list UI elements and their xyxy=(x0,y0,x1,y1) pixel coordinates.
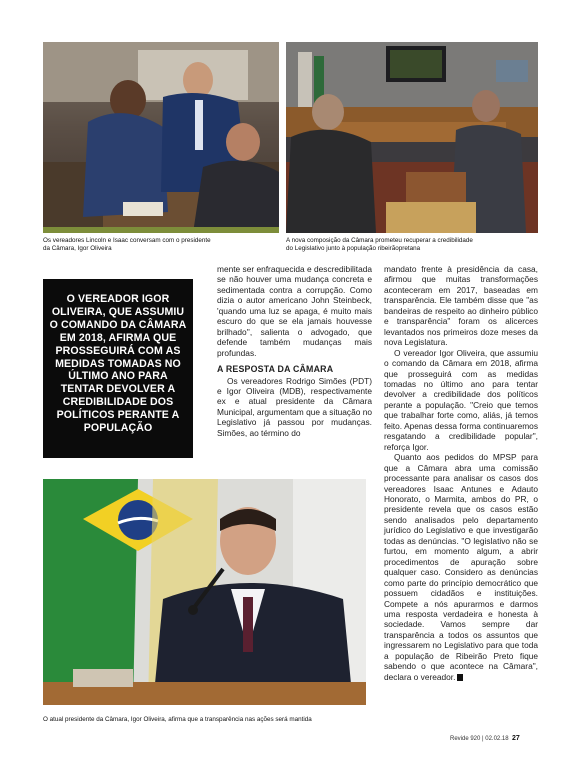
photo-plenario-camara xyxy=(286,42,538,233)
publication-info: Revide 920 | 02.02.18 xyxy=(450,736,509,742)
page-number: 27 xyxy=(511,735,520,742)
page-footer xyxy=(450,735,520,742)
article-column-2 xyxy=(384,264,538,682)
photo-caption-top-right: A nova composição da Câmara prometeu recuperar a credibilidade do Legislativo junto à população ribeirãopretana xyxy=(286,237,473,252)
article-column-1 xyxy=(217,264,372,438)
article-paragraph: mente ser enfraquecida e descredibilitada se não houver uma mudança concreta e sedimentada contra a corrupção. Como dizia o autor americano John Steinbeck, 'quando uma luz se apaga, é muito mais escuro do que se ela jamais houvesse brilhado'', salienta o advogado, que defende também mudanças mais profundas. xyxy=(217,264,372,358)
photo-vereadores-conversam-image xyxy=(43,42,279,233)
article-paragraph: mandato frente à presidência da casa, afirmou que muitas transformações aconteceram em 2017, baseadas em transparência. Ele também disse que "as bandeiras de respeito ao dinheiro público e transparência" foram os alicerces levantados nos primeiros doze meses da nova Legislatura. xyxy=(384,264,538,348)
photo-caption-top-left: Os vereadores Lincoln e Isaac conversam com o presidente da Câmara, Igor Oliveira xyxy=(43,237,211,252)
end-of-article-mark-icon xyxy=(457,674,463,681)
article-paragraph xyxy=(384,452,538,682)
photo-presidente-igor-oliveira xyxy=(43,479,366,705)
photo-vereadores-conversam xyxy=(43,42,279,233)
article-paragraph-text: Quanto aos pedidos do MPSP para que a Câmara abra uma comissão processante para analisar os casos dos vereadores Isaac Antunes e Adauto Honorato, o Marmita, ambos do PR, o presidente revela que os casos estão sendo analisados pelo departamento jurídico do Legislativo e que investigarão todas as denúncias. "O legislativo não se furtou, em momento algum, a abrir procedimentos de apuração sobre qualquer caso. Considero as denúncias como parte do princípio democrático que possuem cidadãos e instituições. Compete a nós apurarmos e darmos uma resposta verdadeira e honesta à sociedade. Vamos sempre dar transparência a todos os assuntos que ingressarem no Legislativo para que toda a população de Ribeirão Preto fique sabendo o que acontece na Câmara", declara o vereador. xyxy=(384,452,538,682)
pull-quote: O VEREADOR IGOR OLIVEIRA, QUE ASSUMIU O COMANDO DA CÂMARA EM 2018, AFIRMA QUE PROSSEGUIRÁ COM AS MEDIDAS TOMADAS NO ÚLTIMO ANO PARA TENTAR DEVOLVER A CREDIBILIDADE DOS POLÍTICOS PERANTE A POPULAÇÃO xyxy=(43,279,193,458)
section-heading: A RESPOSTA DA CÂMARA xyxy=(217,364,334,375)
photo-presidente-igor-oliveira-image xyxy=(43,479,366,705)
photo-caption-bottom: O atual presidente da Câmara, Igor Oliveira, afirma que a transparência nas ações será mantida xyxy=(43,716,312,723)
article-paragraph: Os vereadores Rodrigo Simões (PDT) e Igor Oliveira (MDB), respectivamente ex e atual presidente da Câmara Municipal, argumentam que a situação no Legislativo já passou por mudanças. Simões, ao término do xyxy=(217,375,372,438)
photo-plenario-camara-image xyxy=(286,42,538,233)
article-paragraph: O vereador Igor Oliveira, que assumiu o comando da Câmara em 2018, afirma que prosseguirá com as medidas tomadas no último ano para tentar devolver a credibilidade dos políticos perante a população. "Creio que temos que trabalhar forte como, aliás, já temos feito. Apenas dessa forma continuaremos resgatando a credibilidade popular", reforça Igor. xyxy=(384,347,538,452)
